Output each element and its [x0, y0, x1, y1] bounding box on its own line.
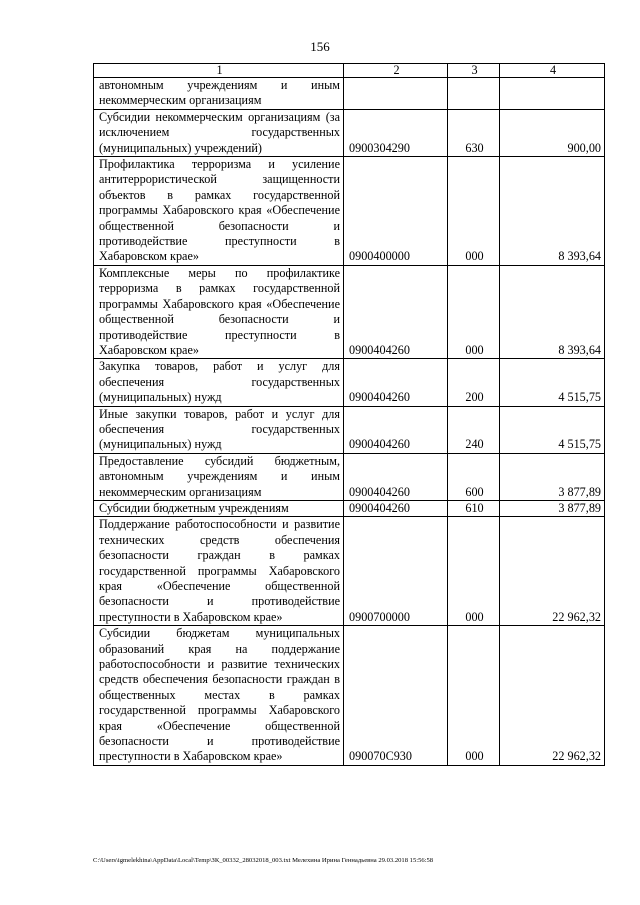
row-code-cell: 0900404260	[344, 453, 448, 500]
table-row	[94, 109, 605, 156]
row-amount-cell: 8 393,64	[500, 265, 605, 358]
row-kind-cell: 630	[448, 109, 500, 156]
row-amount-cell: 3 877,89	[500, 500, 605, 516]
row-code-cell: 0900404260	[344, 265, 448, 358]
table-row	[94, 78, 605, 110]
column-header-3: 3	[448, 64, 500, 78]
row-code-cell: 0900400000	[344, 157, 448, 266]
row-amount-cell: 3 877,89	[500, 453, 605, 500]
budget-table	[93, 63, 605, 766]
row-kind-cell: 000	[448, 626, 500, 766]
row-name-cell: Субсидии некоммерческим организациям (за исключением государственных (муниципальных) учреждений)	[94, 109, 344, 156]
row-code-cell: 0900304290	[344, 109, 448, 156]
row-kind-cell: 000	[448, 157, 500, 266]
row-amount-cell: 22 962,32	[500, 626, 605, 766]
column-header-1: 1	[94, 64, 344, 78]
row-name-cell: Профилактика терроризма и усиление антитеррористической защищенности объектов в рамках государственной программы Хабаровского края «Обеспечение общественной безопасности и противодействие преступности в Хабаровском крае»	[94, 157, 344, 266]
table-row	[94, 453, 605, 500]
table-row	[94, 626, 605, 766]
row-code-cell: 0900404260	[344, 406, 448, 453]
row-name-cell: Закупка товаров, работ и услуг для обеспечения государственных (муниципальных) нужд	[94, 359, 344, 406]
row-kind-cell: 600	[448, 453, 500, 500]
table-row	[94, 359, 605, 406]
table-header-row	[94, 64, 605, 78]
row-kind-cell: 240	[448, 406, 500, 453]
row-name-cell: Иные закупки товаров, работ и услуг для обеспечения государственных (муниципальных) нужд	[94, 406, 344, 453]
table-row	[94, 500, 605, 516]
row-name-cell: Поддержание работоспособности и развитие технических средств обеспечения безопасности граждан в рамках государственной программы Хабаровского края «Обеспечение общественной безопасности и противодействие преступности в Хабаровском крае»	[94, 517, 344, 626]
row-kind-cell: 000	[448, 265, 500, 358]
table-row	[94, 265, 605, 358]
row-amount-cell: 8 393,64	[500, 157, 605, 266]
row-name-cell: Субсидии бюджетам муниципальных образований края на поддержание работоспособности и развитие технических средств обеспечения безопасности граждан в общественных местах в рамках государственной программы Хабаровского края «Обеспечение общественной безопасности и противодействие преступности в Хабаровском крае»	[94, 626, 344, 766]
column-header-2: 2	[344, 64, 448, 78]
row-name-cell: Предоставление субсидий бюджетным, автономным учреждениям и иным некоммерческим организациям	[94, 453, 344, 500]
table-row	[94, 406, 605, 453]
file-path-footer: C:\Users\igmelekhina\AppData\Local\Temp\ЗК_00332_28032018_003.txt Мелехина Ирина Геннадьевна 29.03.2018 15:56:58	[93, 857, 434, 864]
page-number: 156	[310, 39, 330, 54]
row-amount-cell: 22 962,32	[500, 517, 605, 626]
row-amount-cell: 4 515,75	[500, 406, 605, 453]
row-code-cell: 0900404260	[344, 500, 448, 516]
row-code-cell: 0900700000	[344, 517, 448, 626]
row-name-cell: Субсидии бюджетным учреждениям	[94, 500, 344, 516]
row-kind-cell	[448, 78, 500, 110]
row-kind-cell: 000	[448, 517, 500, 626]
column-header-4: 4	[500, 64, 605, 78]
row-code-cell: 090070С930	[344, 626, 448, 766]
row-amount-cell: 4 515,75	[500, 359, 605, 406]
row-kind-cell: 200	[448, 359, 500, 406]
row-amount-cell	[500, 78, 605, 110]
row-kind-cell: 610	[448, 500, 500, 516]
row-name-cell: Комплексные меры по профилактике терроризма в рамках государственной программы Хабаровского края «Обеспечение общественной безопасности и противодействие преступности в Хабаровском крае»	[94, 265, 344, 358]
row-amount-cell: 900,00	[500, 109, 605, 156]
row-code-cell	[344, 78, 448, 110]
table-row	[94, 517, 605, 626]
table-row	[94, 157, 605, 266]
row-name-cell: автономным учреждениям и иным некоммерческим организациям	[94, 78, 344, 110]
row-code-cell: 0900404260	[344, 359, 448, 406]
